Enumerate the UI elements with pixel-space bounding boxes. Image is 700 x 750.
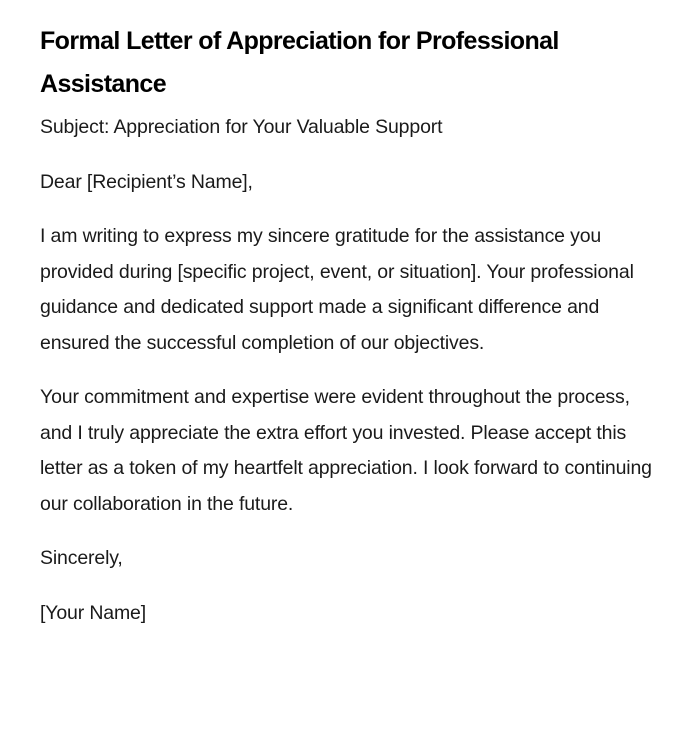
letter-signature: [Your Name] (40, 601, 147, 624)
letter-subject: Subject: Appreciation for Your Valuable Support (40, 116, 443, 138)
letter-salutation: Dear [Recipient’s Name], (40, 170, 253, 193)
letter-body-paragraph-1: I am writing to express my sincere gratitude for the assistance you provided during [specific project, event, or situation]. Your professional guidance and dedicated support made a significant difference and ensured the successful completion of our objectives. (40, 225, 634, 354)
letter-closing: Sincerely, (40, 547, 123, 569)
letter-body-paragraph-2: Your commitment and expertise were evident throughout the process, and I truly appreciate the extra effort you invested. Please accept this letter as a token of my heartfelt appreciation. I look forward to continuing our collaboration in the future. (40, 386, 652, 515)
letter-title: Formal Letter of Appreciation for Professional Assistance (40, 27, 559, 98)
